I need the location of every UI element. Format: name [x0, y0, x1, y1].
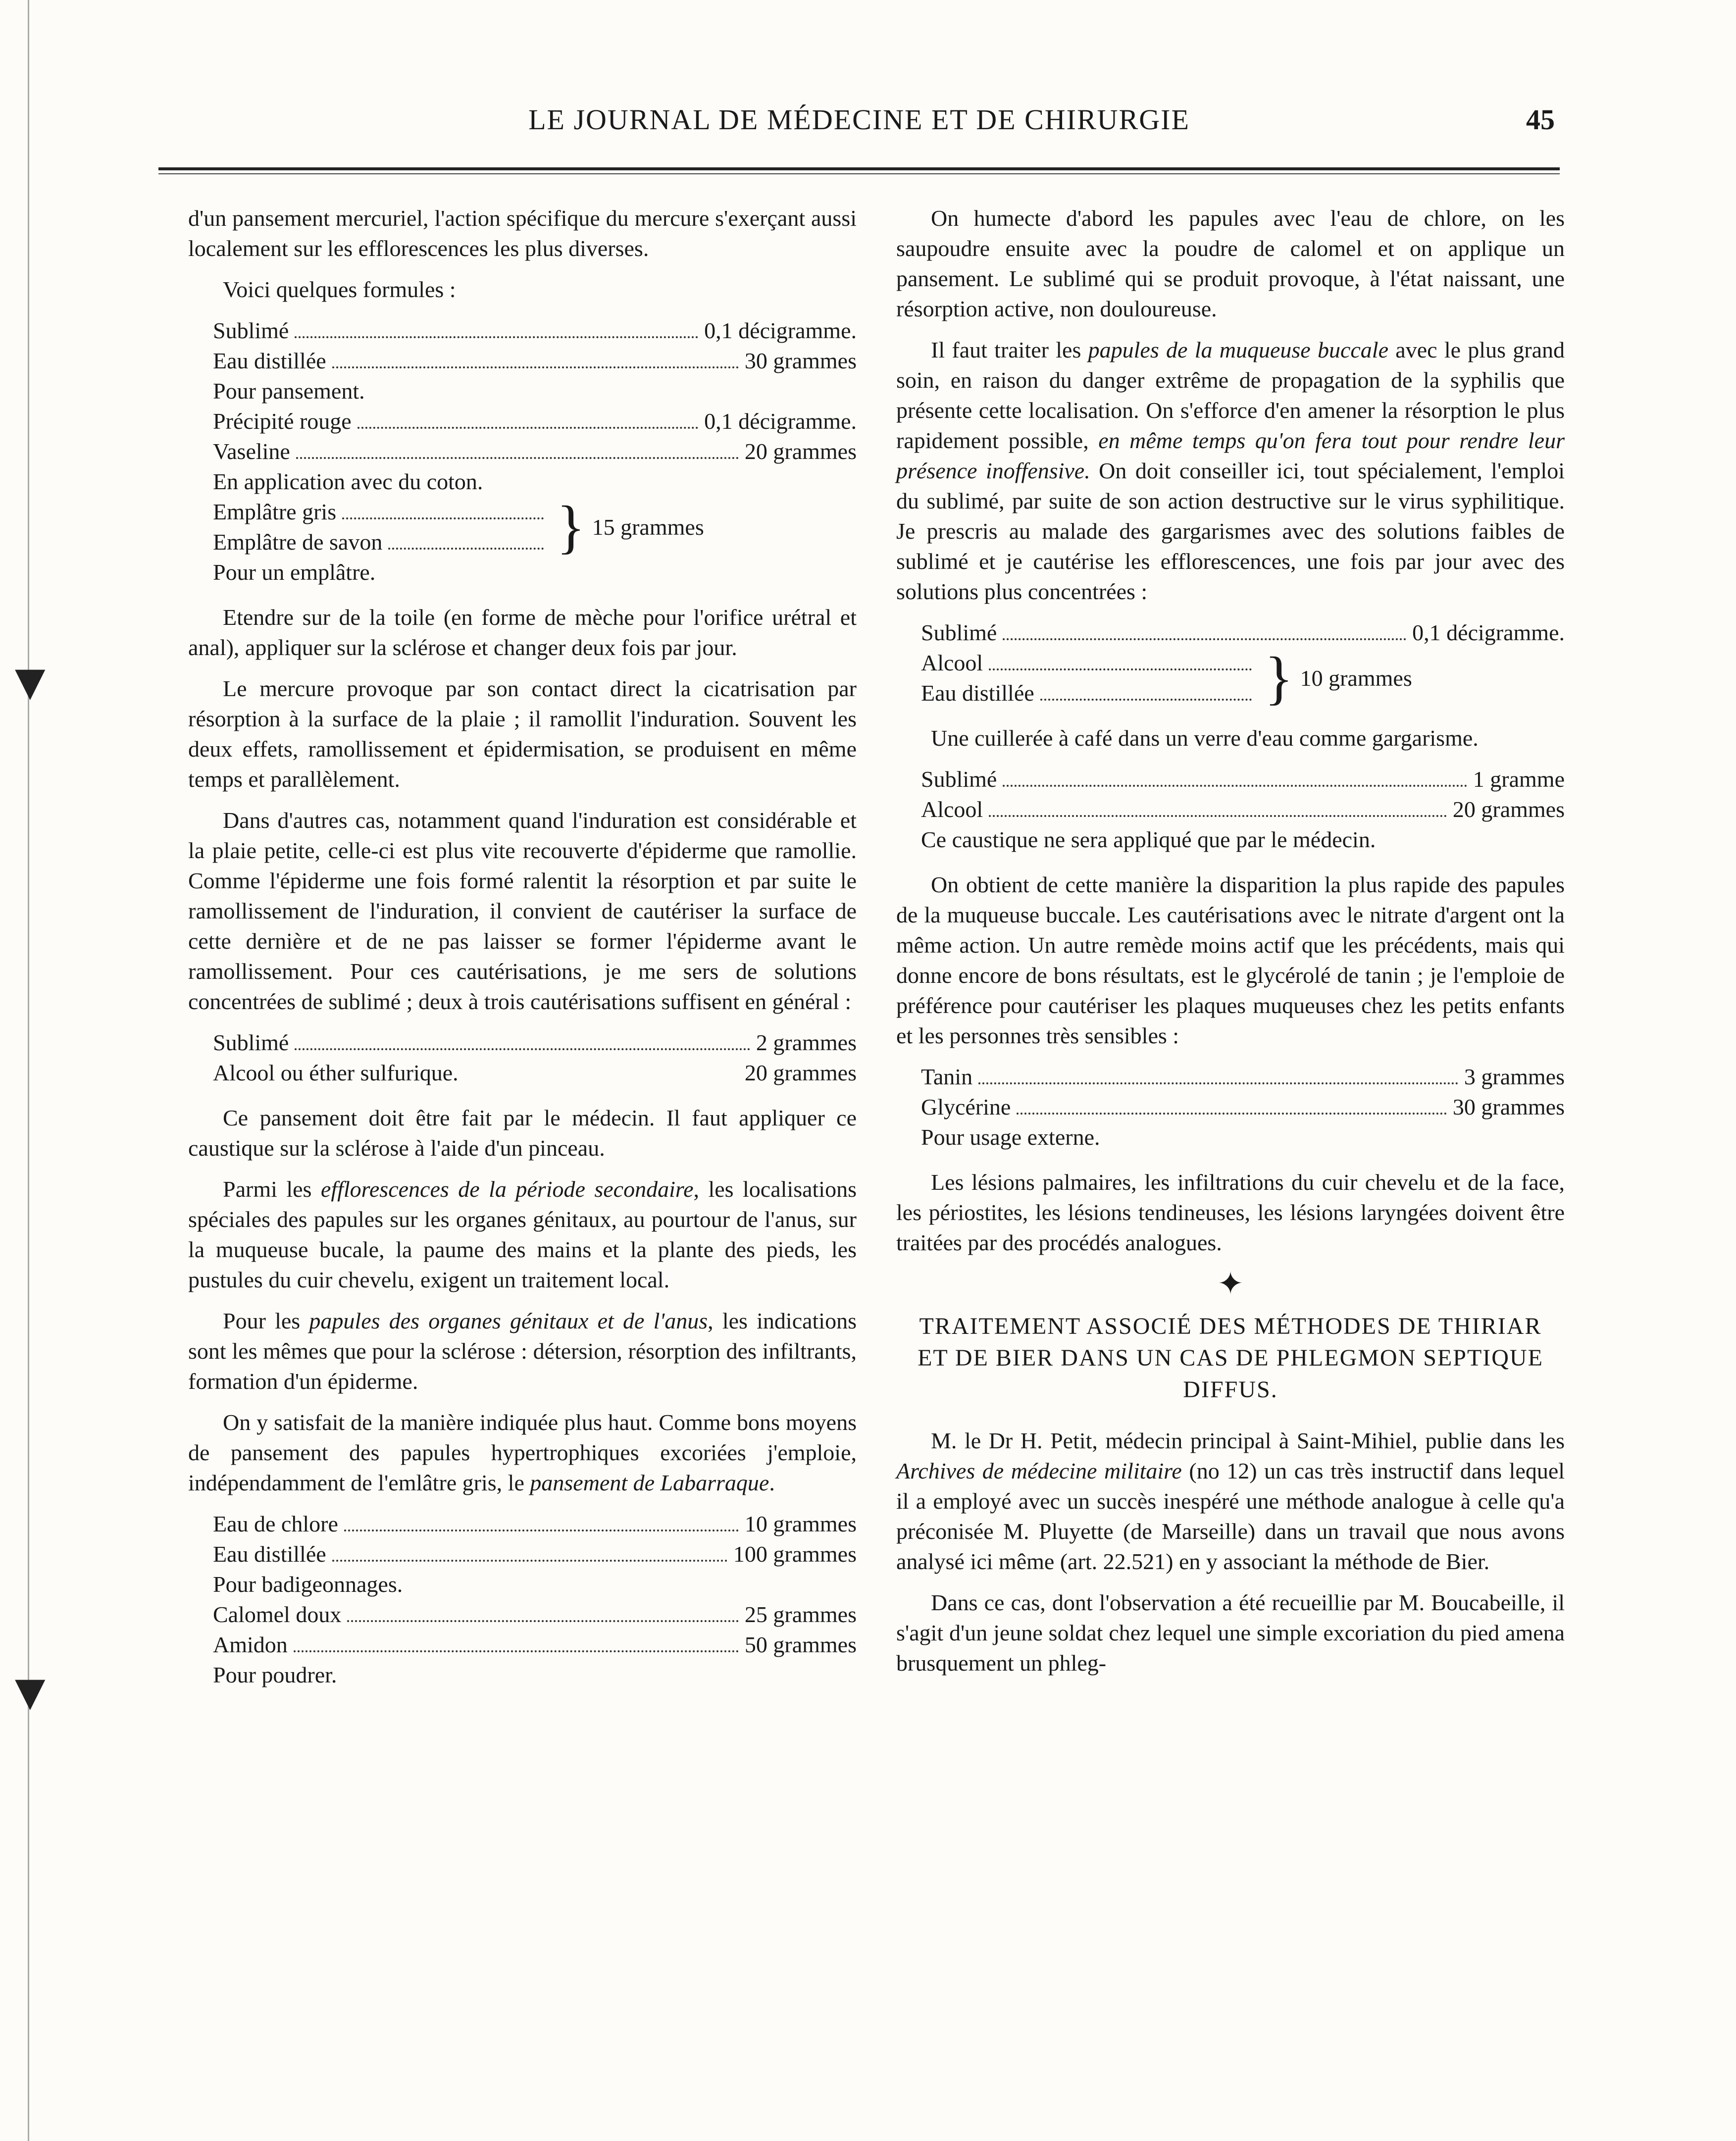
- binding-mark: ▼: [15, 1669, 46, 1715]
- header-rule-thin: [158, 173, 1560, 174]
- formula-note: Pour pansement.: [213, 378, 365, 404]
- formula-row: [213, 406, 857, 436]
- paragraph: Le mercure provoque par son contact direct la cicatrisation par résorption à la surface de la plaie ; il ramollit l'induration. Souvent les deux effets, ramollissement et épidermisation, se produisent en même temps et parallèlement.: [188, 676, 857, 792]
- ingredient: Eau distillée: [921, 680, 1034, 706]
- binding-mark: ▼: [15, 659, 46, 705]
- formula-row: [921, 678, 1258, 708]
- ingredient: Amidon: [213, 1632, 288, 1657]
- quantity: 0,1 décigramme.: [704, 408, 857, 434]
- brace: }: [557, 494, 585, 560]
- section-title: TRAITEMENT ASSOCIÉ DES MÉTHODES DE THIRIAR ET DE BIER DANS UN CAS DE PHLEGMON SEPTIQUE DIFFUS.: [918, 1313, 1543, 1403]
- ingredient: Sublimé: [213, 318, 289, 343]
- paragraph: Dans d'autres cas, notamment quand l'induration est considérable et la plaie petite, celle-ci est plus vite recouverte d'épiderme que ramollie. Comme l'épiderme une fois formé ralentit la résorption et par suite le ramollissement de l'induration, il convient de cautériser la surface de cette dernière et de ne pas laisser se former l'épiderme avant le ramollissement. Pour ces cautérisations, je me sers de solutions concentrées de sublimé ; deux à trois cautérisations suffisent en général :: [188, 808, 857, 1014]
- formula-row: [213, 527, 550, 557]
- ingredient: Précipité rouge: [213, 408, 352, 434]
- brace: }: [1265, 645, 1293, 711]
- formula-note: En application avec du coton.: [213, 469, 483, 494]
- paragraph: Les lésions palmaires, les infiltrations du cuir chevelu et de la face, les périostites, les lésions tendineuses, les lésions laryngées doivent être traitées par des procédés analogues.: [896, 1170, 1565, 1255]
- ingredient: Alcool: [921, 797, 983, 822]
- quantity: 10 grammes: [744, 1511, 857, 1536]
- page-edge-line: [28, 0, 29, 2141]
- formula-row: [213, 1058, 857, 1088]
- text: On doit conseiller ici, tout spécialement, l'emploi du sublimé, par suite de son action destructive sur le virus syphilitique. Je prescris au malade des gargarismes avec des solutions faibles de sublimé et je cautérise les efflorescences, une fois par jour avec des solutions plus concentrées :: [896, 458, 1565, 604]
- paragraph: Voici quelques formules :: [223, 277, 456, 302]
- journal-title: LE JOURNAL DE MÉDECINE ET DE CHIRURGIE: [528, 103, 1190, 136]
- text: On y satisfait de la manière indiquée plus haut. Comme bons moyens de pansement des papules hypertrophiques excoriées j'emploie, indépendamment de l'emlâtre gris, le: [188, 1410, 857, 1495]
- paragraph: [896, 335, 1565, 607]
- formula-note: Pour un emplâtre.: [213, 560, 376, 585]
- ingredient: Alcool ou éther sulfurique.: [213, 1060, 459, 1085]
- quantity: 1 gramme: [1473, 766, 1565, 792]
- quantity: 0,1 décigramme.: [704, 318, 857, 343]
- quantity: 20 grammes: [744, 439, 857, 464]
- formula-note: Pour poudrer.: [213, 1662, 337, 1687]
- paragraph: Etendre sur de la toile (en forme de mèche pour l'orifice urétral et anal), appliquer sur la sclérose et changer deux fois par jour.: [188, 605, 857, 660]
- formula-row: [213, 1509, 857, 1539]
- text: Il faut traiter les: [931, 337, 1088, 362]
- text: .: [769, 1470, 775, 1495]
- formula-block: [213, 1027, 857, 1088]
- ingredient: Alcool: [921, 650, 983, 675]
- ingredient: Emplâtre gris: [213, 499, 337, 524]
- text: (no 12) un cas très instructif dans lequel il a employé avec un succès inespéré une méthode analogue à celle qu'a préconisée M. Pluyette (de Marseille) dans un travail que nous avons analysé ici même (art. 22.521) en y associant la méthode de Bier.: [896, 1458, 1565, 1574]
- quantity: 30 grammes: [1452, 1094, 1565, 1120]
- formula-row: [213, 436, 857, 466]
- formula-group: [213, 494, 857, 560]
- formula-note: Ce caustique ne sera appliqué que par le médecin.: [921, 827, 1376, 852]
- formula-row: [213, 497, 550, 527]
- paragraph: [188, 1407, 857, 1498]
- formula-row: [921, 1062, 1565, 1092]
- italic-text: efflorescences de la période secondaire: [320, 1176, 694, 1202]
- quantity: 20 grammes: [744, 1060, 857, 1085]
- quantity: 3 grammes: [1464, 1064, 1565, 1089]
- formula-note: Pour usage externe.: [921, 1124, 1100, 1150]
- paragraph: [188, 1306, 857, 1396]
- formula-row: [921, 794, 1565, 824]
- paragraph: [188, 1174, 857, 1295]
- quantity: 50 grammes: [744, 1632, 857, 1657]
- formula-row: [921, 764, 1565, 794]
- quantity: 0,1 décigramme.: [1412, 620, 1565, 645]
- ingredient: Vaseline: [213, 439, 290, 464]
- paragraph: Une cuillerée à café dans un verre d'eau comme gargarisme.: [931, 725, 1479, 751]
- italic-text: papules de la muqueuse buccale: [1088, 337, 1389, 362]
- italic-text: papules des organes génitaux et de l'anus: [309, 1308, 708, 1333]
- formula-row: [213, 1027, 857, 1058]
- left-column: [188, 203, 857, 1705]
- text: M. le Dr H. Petit, médecin principal à Saint-Mihiel, publie dans les: [931, 1428, 1565, 1453]
- italic-text: pansement de Labarraque: [530, 1470, 769, 1495]
- formula-row: [921, 648, 1258, 678]
- formula-row: [921, 1092, 1565, 1122]
- paragraph: Ce pansement doit être fait par le médecin. Il faut appliquer ce caustique sur la sclérose à l'aide d'un pinceau.: [188, 1105, 857, 1161]
- section-ornament: ✦: [1217, 1266, 1244, 1301]
- ingredient: Sublimé: [213, 1030, 289, 1055]
- formula-block: [213, 315, 857, 587]
- ingredient: Eau distillée: [213, 348, 326, 373]
- ingredient: Tanin: [921, 1064, 973, 1089]
- ingredient: Emplâtre de savon: [213, 529, 383, 555]
- page-header: [163, 99, 1555, 149]
- quantity: 10 grammes: [1300, 665, 1412, 691]
- paragraph: On obtient de cette manière la disparition la plus rapide des papules de la muqueuse buccale. Les cautérisations avec le nitrate d'argent ont la même action. Un autre remède moins actif que les précédents, mais qui donne encore de bons résultats, est le glycérolé de tanin ; je l'emploie de préférence pour cautériser les plaques muqueuses chez les petits enfants et les personnes très sensibles :: [896, 872, 1565, 1048]
- right-column: [896, 203, 1565, 1689]
- quantity: 2 grammes: [756, 1030, 857, 1055]
- ingredient: Eau de chlore: [213, 1511, 338, 1536]
- formula-block: [213, 1509, 857, 1690]
- ingredient: Calomel doux: [213, 1602, 342, 1627]
- text: , les localisations spéciales des papules sur les organes génitaux, au pourtour de l'anus, sur la muqueuse bucale, la paume des mains et la plante des pieds, les pustules du cuir chevelu, exigent un traitement local.: [188, 1176, 857, 1292]
- quantity: 30 grammes: [744, 348, 857, 373]
- text: Pour les: [223, 1308, 309, 1333]
- quantity: 20 grammes: [1452, 797, 1565, 822]
- quantity: 15 grammes: [592, 514, 704, 540]
- formula-row: [213, 1630, 857, 1660]
- formula-block: [921, 764, 1565, 855]
- ingredient: Sublimé: [921, 620, 997, 645]
- italic-text: Archives de médecine militaire: [896, 1458, 1182, 1483]
- text: Parmi les: [223, 1176, 321, 1202]
- formula-row: [213, 315, 857, 346]
- header-rule: [158, 167, 1560, 170]
- paragraph: [896, 1426, 1565, 1577]
- page-number: 45: [1526, 103, 1555, 136]
- formula-group: [921, 645, 1565, 711]
- ingredient: Glycérine: [921, 1094, 1011, 1120]
- formula-block: [921, 617, 1565, 711]
- paragraph: On humecte d'abord les papules avec l'eau de chlore, on les saupoudre ensuite avec la poudre de calomel et on applique un pansement. Le sublimé qui se produit provoque, à l'état naissant, une résorption active, non douloureuse.: [896, 205, 1565, 321]
- quantity: 100 grammes: [733, 1541, 857, 1567]
- ingredient: Eau distillée: [213, 1541, 326, 1567]
- quantity: 25 grammes: [744, 1602, 857, 1627]
- formula-block: [921, 1062, 1565, 1152]
- ingredient: Sublimé: [921, 766, 997, 792]
- formula-row: [213, 346, 857, 376]
- paragraph: d'un pansement mercuriel, l'action spécifique du mercure s'exerçant aussi localement sur les efflorescences les plus diverses.: [188, 205, 857, 261]
- paragraph: Dans ce cas, dont l'observation a été recueillie par M. Boucabeille, il s'agit d'un jeune soldat chez lequel une simple excoriation du pied amena brusquement un phleg-: [896, 1590, 1565, 1676]
- text: avec le plus grand soin, en raison du danger extrême de propagation de la syphilis que présente cette localisation. On s'efforce d'en amener la résorption le plus rapidement possible,: [896, 337, 1565, 453]
- italic-text: en même temps qu'on fera tout pour rendre leur présence inoffensive.: [896, 428, 1565, 483]
- formula-note: Pour badigeonnages.: [213, 1572, 403, 1597]
- text: , les indications sont les mêmes que pour la sclérose : détersion, résorption des infiltrants, formation d'un épiderme.: [188, 1308, 857, 1394]
- formula-row: [213, 1599, 857, 1630]
- formula-row: [213, 1539, 857, 1569]
- formula-row: [921, 617, 1565, 648]
